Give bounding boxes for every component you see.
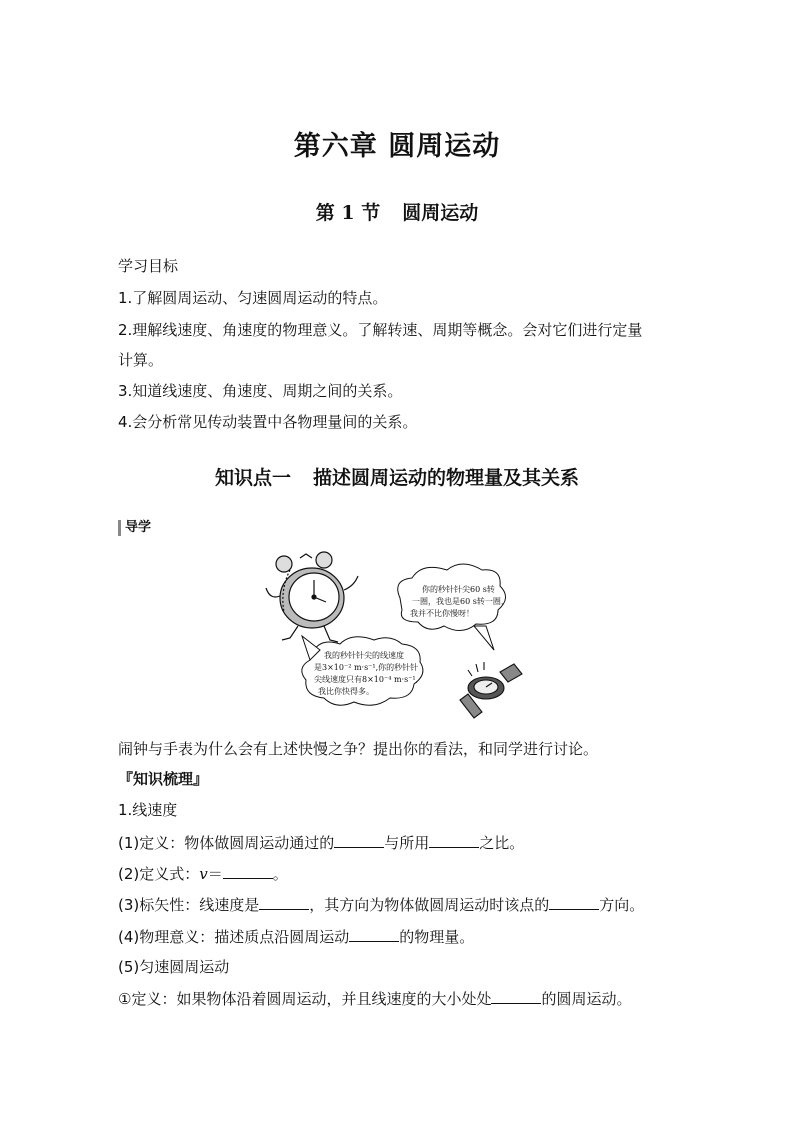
fill-blank[interactable]	[223, 863, 273, 879]
fill-blank[interactable]	[259, 894, 309, 910]
objective-item: 计算。	[118, 351, 164, 369]
formula-equals: ＝	[207, 865, 223, 883]
vector-text-b: ，其方向为物体做圆周运动时该点的	[309, 896, 550, 914]
section-name: 圆周运动	[402, 202, 479, 224]
fill-blank[interactable]	[334, 832, 384, 848]
watch-speech-bubble	[398, 564, 509, 650]
vector-text-a: (3)标矢性：线速度是	[118, 896, 260, 914]
clock-speech-bubble	[302, 636, 423, 705]
knowledge-heading: 『知识梳理』	[118, 770, 209, 788]
meaning-line	[118, 926, 474, 947]
uniform-text-b: 的圆周运动。	[541, 990, 632, 1008]
definition-text-b: 与所用	[384, 834, 430, 852]
watch-bubble-line: 一圈，我也是60 s转一圈，	[412, 597, 509, 606]
uniform-definition-line	[118, 988, 631, 1009]
meaning-text-a: (4)物理意义：描述质点沿圆周运动	[118, 928, 350, 946]
formula-variable: v	[199, 865, 208, 883]
clock-bubble-line: 是3×10⁻² m·s⁻¹,你的秒针针	[314, 663, 419, 672]
knowledge-point-title	[0, 463, 794, 490]
vector-text-c: 方向。	[599, 896, 645, 914]
formula-text-c: 。	[272, 865, 288, 883]
knowledge-point-label: 知识点一	[214, 467, 291, 489]
watch-bubble-line: 我并不比你慢呀！	[410, 609, 474, 618]
wrist-watch-drawing	[460, 662, 522, 718]
watch-bubble-line: 你的秒针针尖60 s转	[422, 585, 495, 594]
objective-item: 3.知道线速度、角速度、周期之间的关系。	[118, 382, 403, 400]
fill-blank[interactable]	[429, 832, 479, 848]
meaning-text-b: 的物理量。	[399, 928, 475, 946]
section-title	[0, 198, 794, 225]
clock-bubble-line: 我比你快得多。	[318, 687, 374, 696]
fill-blank[interactable]	[349, 926, 399, 942]
objective-item: 1.了解圆周运动、匀速圆周运动的特点。	[118, 289, 388, 307]
clock-bubble-line: 我的秒针针尖的线速度	[324, 651, 404, 660]
section-number: 第 1 节	[315, 202, 381, 224]
definition-text-a: (1)定义：物体做圆周运动通过的	[118, 834, 335, 852]
fill-blank[interactable]	[491, 988, 541, 1004]
guide-tag: 导学	[118, 520, 151, 536]
discussion-question: 闹钟与手表为什么会有上述快慢之争？提出你的看法，和同学进行讨论。	[118, 740, 599, 758]
clock-bubble-line: 尖线速度只有8×10⁻⁴ m·s⁻¹,	[314, 675, 419, 684]
formula-line	[118, 863, 288, 884]
objective-item: 4.会分析常见传动装置中各物理量间的关系。	[118, 413, 418, 431]
linear-velocity-heading: 1.线速度	[118, 801, 178, 819]
uniform-motion-heading: (5)匀速圆周运动	[118, 958, 230, 976]
uniform-text-a: ①定义：如果物体沿着圆周运动，并且线速度的大小处处	[118, 990, 492, 1008]
alarm-clock-drawing	[266, 552, 358, 642]
formula-text-a: (2)定义式：	[118, 865, 200, 883]
definition-line	[118, 832, 524, 853]
objective-item: 2.理解线速度、角速度的物理意义。了解转速、周期等概念。会对它们进行定量	[118, 321, 643, 339]
chapter-title: 第六章 圆周运动	[293, 131, 501, 162]
objectives-heading: 学习目标	[118, 257, 179, 275]
definition-text-c: 之比。	[479, 834, 525, 852]
vector-line	[118, 894, 644, 915]
clock-watch-illustration	[262, 550, 532, 730]
fill-blank[interactable]	[549, 894, 599, 910]
knowledge-point-name: 描述圆周运动的物理量及其关系	[313, 467, 580, 489]
